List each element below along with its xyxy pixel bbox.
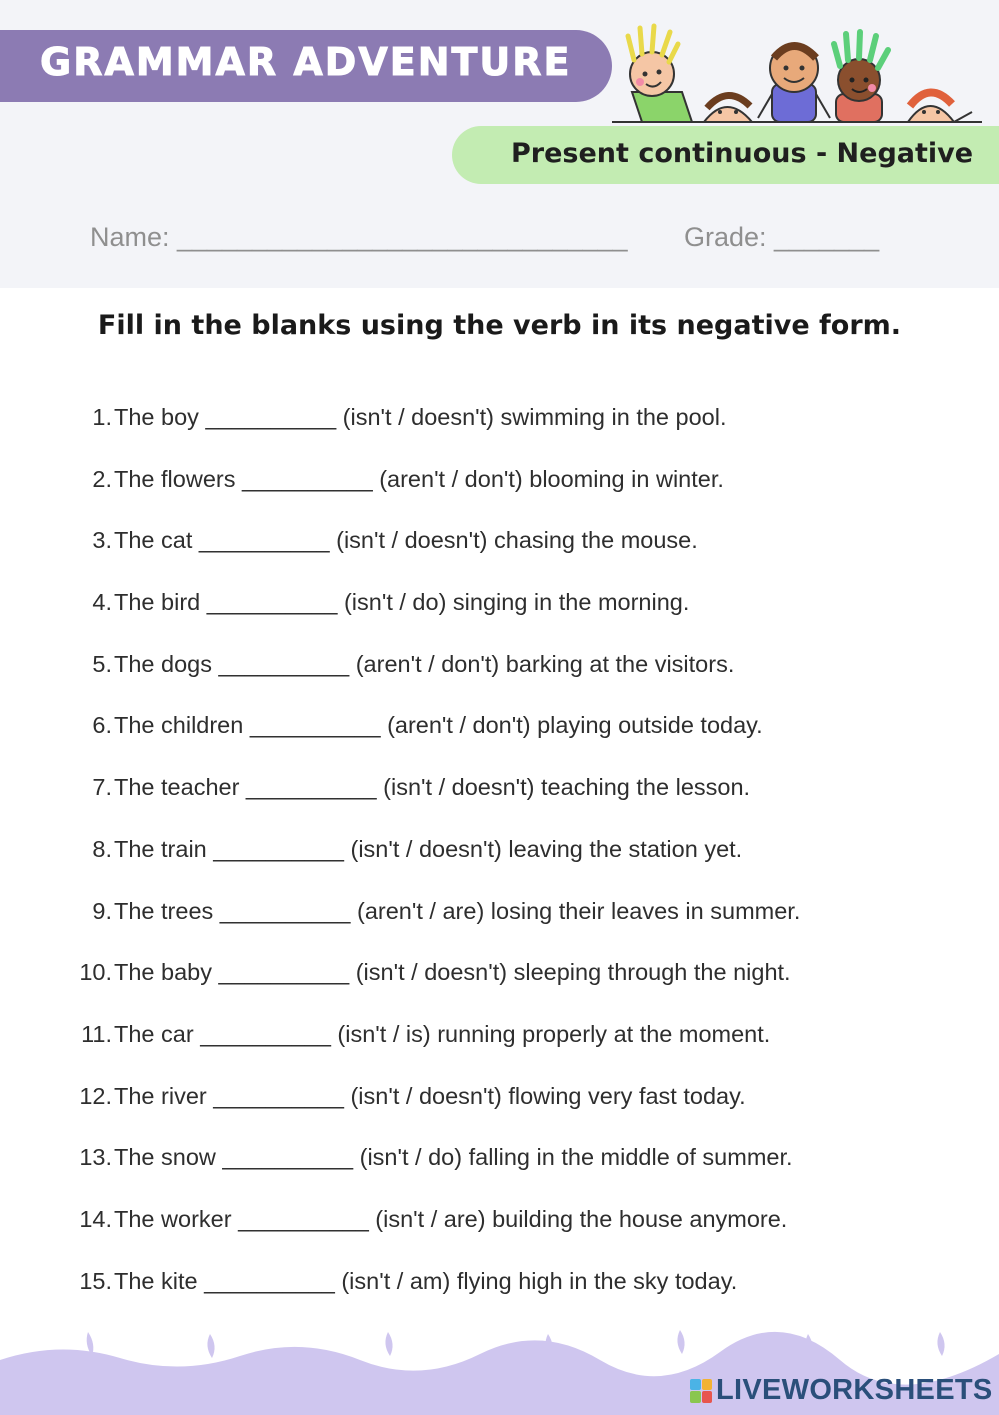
- question-number: 11.: [81, 1020, 112, 1047]
- question-item: [0, 460, 999, 522]
- instruction-text: Fill in the blanks using the verb in its negative form.: [97, 310, 902, 341]
- question-number: 14.: [79, 1205, 112, 1232]
- name-field[interactable]: Name: ______________________________: [90, 222, 628, 252]
- question-text[interactable]: The snow __________ (isn't / do) falling in the middle of summer.: [114, 1144, 793, 1171]
- question-text[interactable]: The trees __________ (aren't / are) losing their leaves in summer.: [114, 897, 801, 924]
- question-item: [0, 1200, 999, 1262]
- grade-field[interactable]: Grade: _______: [684, 222, 880, 252]
- question-item: [0, 768, 999, 830]
- question-item: [0, 1015, 999, 1077]
- question-item: [0, 1077, 999, 1139]
- question-item: [0, 706, 999, 768]
- question-item: [0, 1262, 999, 1324]
- question-text[interactable]: The children __________ (aren't / don't) playing outside today.: [114, 712, 763, 739]
- question-number: 13.: [79, 1144, 112, 1171]
- liveworksheets-logo-icon: [690, 1379, 712, 1403]
- brand-name: LIVEWORKSHEETS: [716, 1374, 993, 1406]
- question-number: 5.: [92, 650, 112, 677]
- question-text[interactable]: The river __________ (isn't / doesn't) flowing very fast today.: [114, 1082, 746, 1109]
- question-item: [0, 1138, 999, 1200]
- question-text[interactable]: The worker __________ (isn't / are) building the house anymore.: [114, 1205, 788, 1232]
- question-number: 3.: [92, 527, 112, 554]
- question-item: [0, 953, 999, 1015]
- question-text[interactable]: The dogs __________ (aren't / don't) barking at the visitors.: [114, 650, 735, 677]
- cartoon-kids-illustration: [612, 22, 992, 128]
- question-number: 2.: [92, 465, 112, 492]
- question-item: [0, 892, 999, 954]
- question-item: [0, 645, 999, 707]
- question-number: 10.: [79, 959, 112, 986]
- question-item: [0, 521, 999, 583]
- question-number: 8.: [92, 835, 112, 862]
- question-item: [0, 830, 999, 892]
- question-text[interactable]: The flowers __________ (aren't / don't) blooming in winter.: [114, 465, 724, 492]
- question-number: 6.: [92, 712, 112, 739]
- question-text[interactable]: The bird __________ (isn't / do) singing in the morning.: [114, 589, 690, 616]
- question-item: [0, 398, 999, 460]
- question-number: 7.: [92, 774, 112, 801]
- question-text[interactable]: The boy __________ (isn't / doesn't) swimming in the pool.: [114, 404, 727, 430]
- question-text[interactable]: The teacher __________ (isn't / doesn't) teaching the lesson.: [114, 774, 751, 801]
- page-title: GRAMMAR ADVENTURE: [40, 40, 572, 84]
- worksheet-subtitle: Present continuous - Negative: [511, 138, 974, 169]
- question-text[interactable]: The kite __________ (isn't / am) flying high in the sky today.: [114, 1267, 738, 1294]
- question-number: 4.: [92, 589, 112, 616]
- question-item: [0, 583, 999, 645]
- question-text[interactable]: The train __________ (isn't / doesn't) leaving the station yet.: [114, 835, 743, 862]
- question-text[interactable]: The cat __________ (isn't / doesn't) chasing the mouse.: [114, 527, 698, 554]
- question-number: 1.: [92, 404, 112, 430]
- question-text[interactable]: The car __________ (isn't / is) running properly at the moment.: [114, 1020, 771, 1047]
- question-number: 9.: [92, 897, 112, 924]
- question-number: 12.: [79, 1082, 112, 1109]
- question-list: [0, 398, 999, 1323]
- question-number: 15.: [79, 1267, 112, 1294]
- question-text[interactable]: The baby __________ (isn't / doesn't) sleeping through the night.: [114, 959, 791, 986]
- liveworksheets-brand: [690, 1374, 993, 1407]
